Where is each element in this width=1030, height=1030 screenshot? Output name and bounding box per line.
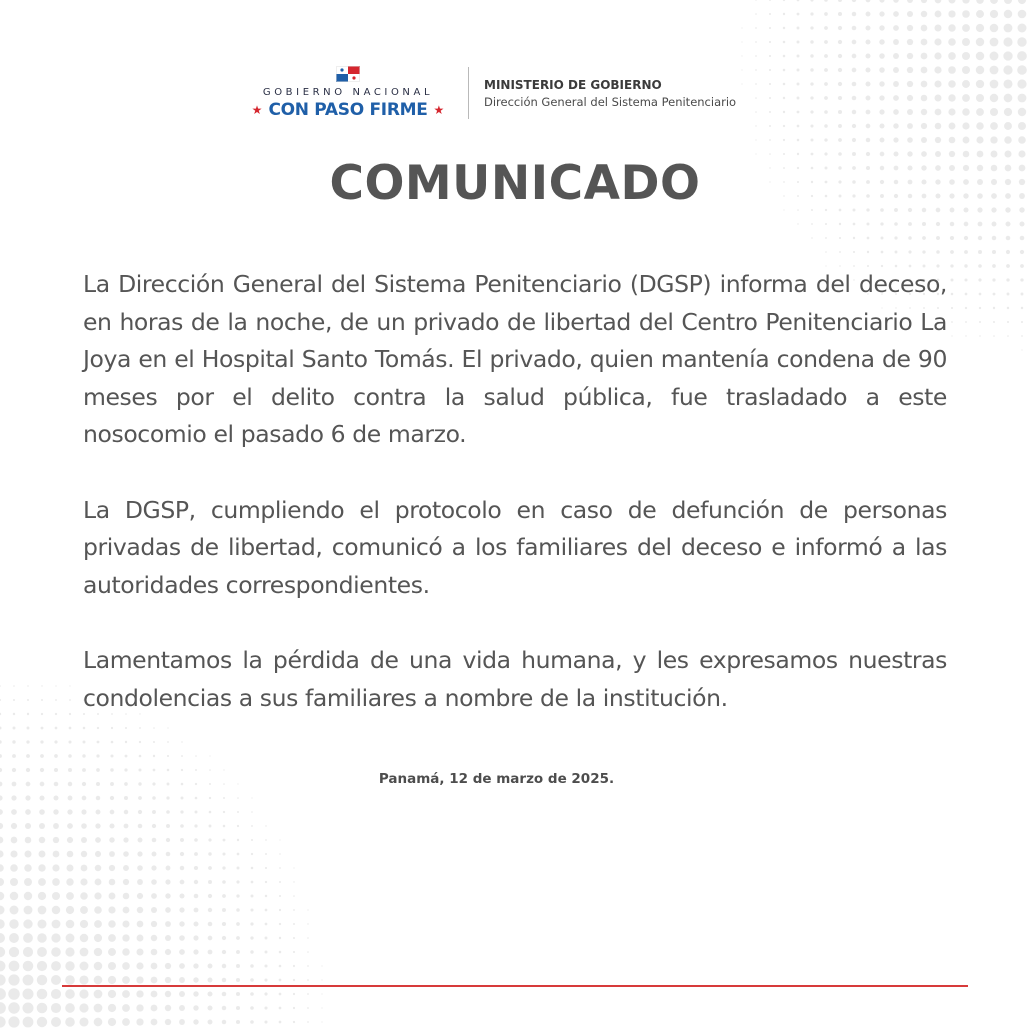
header-divider <box>468 67 469 119</box>
page-title: COMUNICADO <box>329 156 701 211</box>
star-icon: ★ <box>433 103 445 117</box>
paragraph: Lamentamos la pérdida de una vida humana, y les expresamos nuestras condolencias a sus familiares a nombre de la institución. <box>83 646 947 712</box>
date-line: Panamá, 12 de marzo de 2025. <box>378 771 615 787</box>
gov-slogan-row <box>240 100 456 120</box>
ministry-block <box>484 78 736 109</box>
gov-slogan: CON PASO FIRME <box>268 100 428 120</box>
star-icon: ★ <box>251 103 263 117</box>
paragraph: La DGSP, cumpliendo el protocolo en caso de defunción de personas privadas de libertad, comunicó a los familiares del deceso e informó a las autoridades correspondientes. <box>83 495 947 599</box>
ministry-subtitle: Dirección General del Sistema Penitenciario <box>484 94 737 109</box>
panama-flag-icon <box>336 66 360 82</box>
bottom-divider <box>62 985 968 987</box>
paragraph: La Dirección General del Sistema Penitenciario (DGSP) informa del deceso, en horas de la noche, de un privado de libertad del Centro Penitenciario La Joya en el Hospital Santo Tomás. El privado, quien mantenía condena de 90 meses por el delito contra la salud pública, fue trasladado a este nosocomio el pasado 6 de marzo. <box>83 270 947 448</box>
header <box>240 64 736 122</box>
ministry-name: MINISTERIO DE GOBIERNO <box>484 77 662 92</box>
gov-line1: GOBIERNO NACIONAL <box>262 87 434 98</box>
body-text <box>83 266 947 755</box>
government-logo <box>240 64 456 122</box>
